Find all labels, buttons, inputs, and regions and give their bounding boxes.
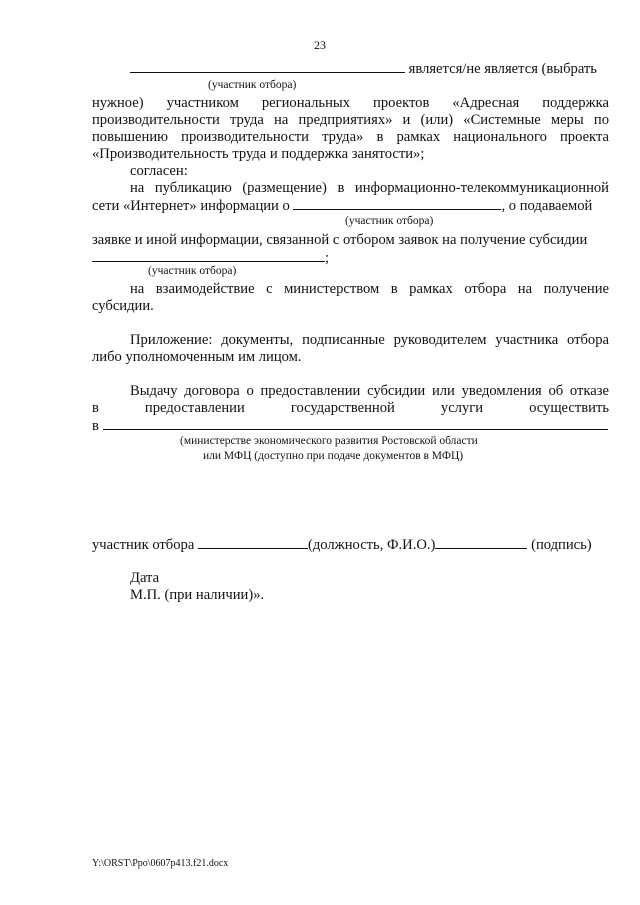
- participant-blank-2: [293, 197, 501, 210]
- delivery-place-blank: [103, 417, 608, 430]
- sign-blank: [435, 536, 527, 549]
- appendix-line-2: либо уполномоченным им лицом.: [92, 349, 302, 365]
- declaration-line-3: производительности труда на предприятиях» и (или) «Системные меры по: [92, 112, 609, 128]
- delivery-line-1: Выдачу договора о предоставлении субсидии или уведомления об отказе: [130, 383, 609, 399]
- agree-info-line: сети «Интернет» информации о , о подаваемой: [92, 198, 593, 214]
- caption-delivery-a: (министерстве экономического развития Ростовской области: [180, 435, 478, 447]
- page-number: 23: [314, 38, 326, 52]
- declaration-line-1: [130, 60, 609, 78]
- delivery-line-2: в предоставлении государственной услуги осуществить: [92, 400, 609, 416]
- position-blank: [198, 536, 308, 549]
- appendix-line-1: Приложение: документы, подписанные руководителем участника отбора: [130, 332, 609, 348]
- caption-participant-1: (участник отбора): [208, 79, 297, 91]
- date-label: Дата: [130, 570, 160, 586]
- agree-publication-line: на публикацию (размещение) в информационно-телекоммуникационной: [130, 180, 609, 196]
- interaction-line: на взаимодействие с министерством в рамках отбора на получение: [130, 281, 609, 297]
- caption-participant-3: (участник отбора): [148, 265, 237, 277]
- application-line: заявке и иной информации, связанной с отбором заявок на получение субсидии: [92, 232, 588, 248]
- interaction-line-end: субсидии.: [92, 298, 154, 314]
- declaration-line-2: нужное) участником региональных проектов «Адресная поддержка: [92, 95, 609, 111]
- declaration-line-4: повышению производительности труда» в рамках национального проекта: [92, 129, 609, 145]
- declaration-line-5: «Производительность труда и поддержка занятости»;: [92, 146, 425, 162]
- caption-participant-2: (участник отбора): [345, 215, 434, 227]
- agree-heading: согласен:: [130, 163, 188, 179]
- participant-blank-3: [92, 249, 325, 262]
- stamp-label: М.П. (при наличии)».: [130, 587, 265, 603]
- declaration-status-text: является/не является (выбрать: [408, 61, 597, 77]
- file-path-footer: Y:\ORST\Ppo\0607p413.f21.docx: [92, 858, 229, 869]
- participant-blank: [130, 60, 405, 73]
- participant-blank-line: ;: [92, 249, 609, 267]
- signature-line: участник отбора (должность, Ф.И.О.) (подпись): [92, 537, 592, 553]
- caption-delivery-b: или МФЦ (доступно при подаче документов в МФЦ): [203, 450, 464, 462]
- delivery-line-3: в: [92, 417, 609, 435]
